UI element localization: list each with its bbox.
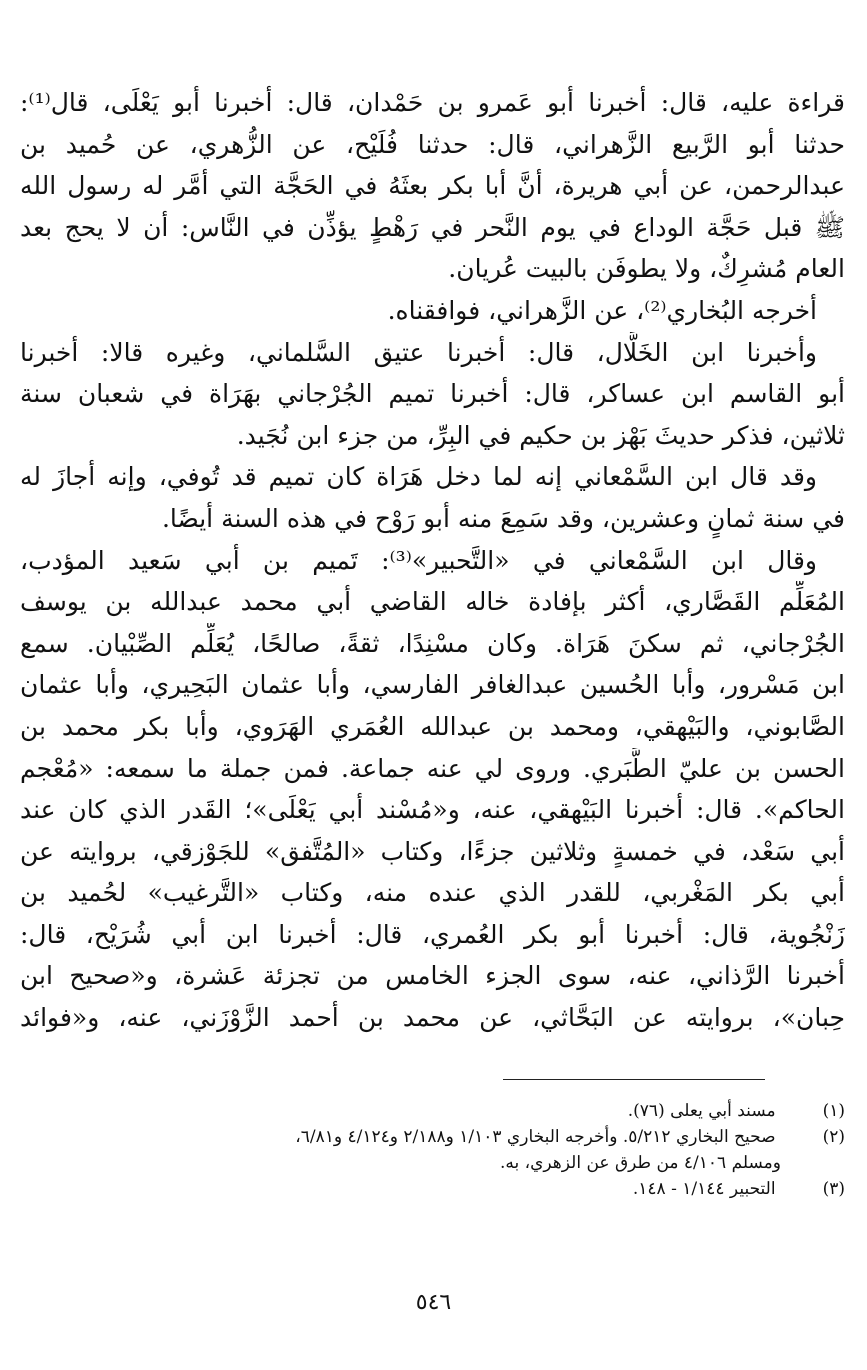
footnote-2-continuation: ومسلم ٤/١٠٦ من طرق عن الزهري، به. <box>499 1153 781 1173</box>
text-line: ﷺ قبل حَجَّة الوداع في يوم النَّحر في رَهْطٍ يؤذِّن في النَّاس: أن لا يحج بعد <box>20 212 845 242</box>
footnote-number: (١) <box>822 1101 845 1121</box>
footnote-2 <box>20 1124 845 1150</box>
text-line: وقال ابن السَّمْعاني في «التَّحبير»⁽³⁾: تَميم بن أبي سَعيد المؤدب، <box>20 545 817 575</box>
text-line: ابن مَسْرور، وأبا الحُسين عبدالغافر الفارسي، وأبا عثمان البَحِيري، وأبا عثمان <box>20 670 845 700</box>
text-line: عبدالرحمن، عن أبي هريرة، أنَّ أبا بكر بعثَهُ في الحَجَّة التي أمَّر له رسول الله <box>20 171 845 201</box>
text-line: وأخبرنا ابن الخَلَّال، قال: أخبرنا عتيق السَّلماني، وغيره قالا: أخبرنا <box>20 337 817 367</box>
text-line: قراءة عليه، قال: أخبرنا أبو عَمرو بن حَمْدان، قال: أخبرنا أبو يَعْلَى، قال⁽¹⁾: <box>20 88 845 117</box>
footnote-number: (٣) <box>822 1179 845 1199</box>
text-line: الجُرْجاني، ثم سكنَ هَرَاة. وكان مسْنِدًا، ثقةً، صالحًا، يُعَلِّم الصِّبْيان. سمع <box>20 628 845 658</box>
text-line: حِبان»، بروايته عن البَحَّاثي، عن محمد بن أحمد الزَّوْزَني، عنه، و«فوائد <box>20 1003 845 1033</box>
footnote-separator <box>503 1079 765 1080</box>
footnote-1 <box>20 1098 845 1124</box>
text-line: أخرجه البُخاري⁽²⁾، عن الزَّهراني، فوافقناه. <box>387 295 817 325</box>
page-number: ٥٤٦ <box>415 1290 452 1315</box>
text-line: زَنْجُوية، قال: أخبرنا أبو بكر العُمري، قال: أخبرنا ابن أبي شُرَيْح، قال: <box>20 919 845 949</box>
text-line: ثلاثين، فذكر حديثَ بَهْز بن حكيم في البِرِّ، من جزء ابن نُجَيد. <box>236 420 845 450</box>
text-line: الحاكم». قال: أخبرنا البَيْهقي، عنه، و«مُسْند أبي يَعْلَى»؛ القَدر الذي كان عند <box>20 795 845 825</box>
footnote-text: مسند أبي يعلى (٧٦). <box>627 1101 776 1121</box>
text-line: وقد قال ابن السَّمْعاني إنه لما دخل هَرَاة كان تميم قد تُوفي، وإنه أجازَ له <box>20 462 817 492</box>
main-text <box>20 82 845 1039</box>
text-line: الصَّابوني، والبَيْهقي، ومحمد بن عبدالله العُمَري الهَرَوي، وأبا بكر محمد بن <box>20 711 845 741</box>
footnote-3 <box>20 1176 845 1202</box>
text-line: أبو القاسم ابن عساكر، قال: أخبرنا تميم الجُرْجاني بهَرَاة في شعبان سنة <box>20 379 845 409</box>
footnotes <box>20 1098 845 1202</box>
text-line: أبي بكر المَغْربي، للقدر الذي عنده منه، وكتاب «التَّرغيب» لحُميد بن <box>20 878 845 908</box>
footnote-text: صحيح البخاري ٥/٢١٢. وأخرجه البخاري ١/١٠٣ و٢/١٨٨ و٤/١٢٤ و٦/٨١، <box>295 1127 776 1147</box>
text-line: أبي سَعْد، في خمسةٍ وثلاثين جزءًا، وكتاب «المُتَّفق» للجَوْزقي، بروايته عن <box>20 836 845 866</box>
text-line: في سنة ثمانٍ وعشرين، وقد سَمِعَ منه أبو رَوْح في هذه السنة أيضًا. <box>161 503 845 533</box>
text-line: الحسن بن عليّ الطَّبَري. وروى لي عنه جماعة. فمن جملة ما سمعه: «مُعْجم <box>20 753 845 783</box>
footnote-number: (٢) <box>822 1127 845 1147</box>
text-line: أخبرنا الرَّذاني، عنه، سوى الجزء الخامس من تجزئة عَشرة، و«صحيح ابن <box>20 961 845 991</box>
text-line: العام مُشرِكٌ، ولا يطوفَن بالبيت عُريان. <box>448 254 845 284</box>
text-line: المُعَلِّم القَصَّاري، أكثر بإفادة خاله القاضي أبي محمد عبدالله بن يوسف <box>20 587 845 617</box>
text-line: حدثنا أبو الرَّبيع الزَّهراني، قال: حدثنا فُلَيْح، عن الزُّهري، عن حُميد بن <box>20 129 845 159</box>
footnote-text: التحبير ١/١٤٤ - ١٤٨. <box>632 1179 776 1199</box>
